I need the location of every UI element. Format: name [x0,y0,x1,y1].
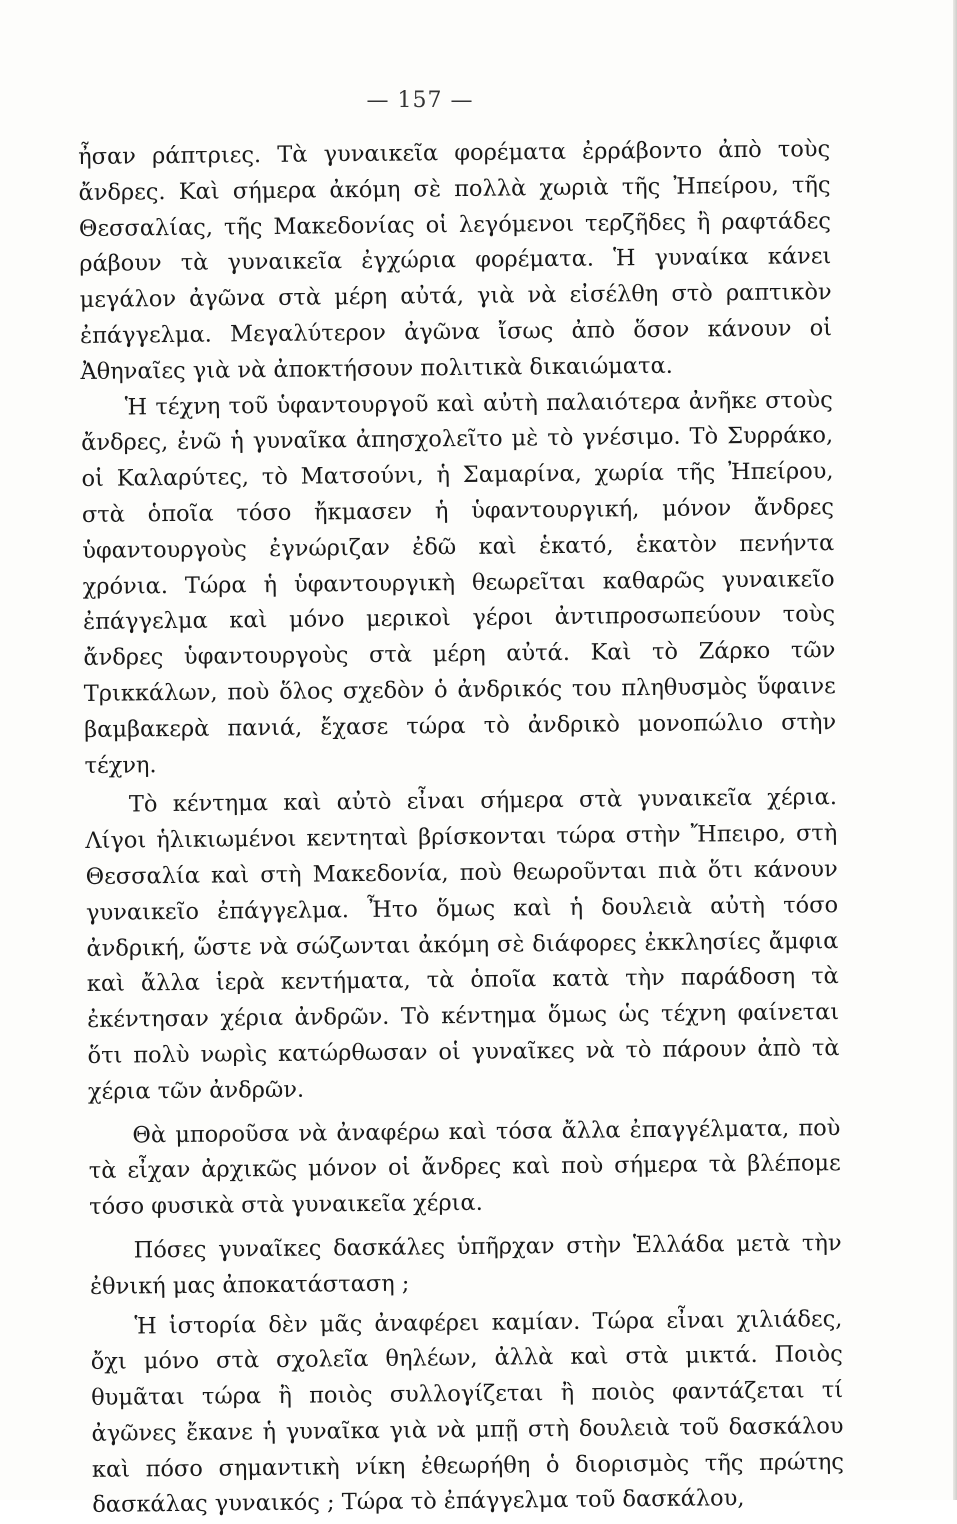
paragraph-2: Ἡ τέχνη τοῦ ὑφαντουργοῦ καὶ αὐτὴ παλαιότερα ἀνῆκε στοὺς ἄνδρες, ἐνῶ ἡ γυναῖκα ἀπησχολεῖτο μὲ τὸ γνέσιμο. Τὸ Συρράκο, οἱ Καλαρύτες, τὸ Ματσούνι, ἡ Σαμαρίνα, χωρία τῆς Ἠπείρου, στὰ ὁποῖα τόσο ἤκμασεν ἡ ὑφαντουργική, μόνον ἄνδρες ὑφαντουργοὺς ἐγνώριζαν ἐδῶ καὶ ἑκατό, ἑκατὸν πενήντα χρόνια. Τώρα ἡ ὑφαντουργικὴ θεωρεῖται καθαρῶς γυναικεῖο ἐπάγγελμα καὶ μόνο μερικοὶ γέροι ἀντιπροσωπεύουν τοὺς ἄνδρες ὑφαντουργοὺς στὰ μέρη αὐτά. Καὶ τὸ Ζάρκο τῶν Τρικκάλων, ποὺ ὅλος σχεδὸν ὁ ἀνδρικός του πληθυσμὸς ὕφαινε βαμβακερὰ πανιά, ἔχασε τώρα τὸ ἀνδρικὸ μονοπώλιο στὴν τέχνη. [81,386,837,779]
paragraph-3: Τὸ κέντημα καὶ αὐτὸ εἶναι σήμερα στὰ γυναικεῖα χέρια. Λίγοι ἡλικιωμένοι κεντηταὶ βρίσκονται τώρα στὴν Ἤπειρο, στὴ Θεσσαλία καὶ στὴ Μακεδονία, ποὺ θεωροῦνται πιὰ ὅτι κάνουν γυναικεῖο ἐπάγγελμα. Ἦτο ὅμως καὶ ἡ δουλειὰ αὐτὴ τόσο ἀνδρική, ὥστε νὰ σώζωνται ἀκόμη σὲ διάφορες ἐκκλησίες ἄμφια καὶ ἄλλα ἱερὰ κεντήματα, τὰ ὁποῖα κατὰ τὴν παράδοση τὰ ἐκέντησαν χέρια ἀνδρῶν. Τὸ κέντημα ὅμως ὡς τέχνη φαίνεται ὅτι πολὺ νωρὶς κατώρθωσαν οἱ γυναῖκες νὰ τὸ πάρουν ἀπὸ τὰ χέρια τῶν ἀνδρῶν. [85,784,840,1105]
body-text [78,132,844,1524]
page-number: — 157 — [366,88,474,113]
paragraph-6: Ἡ ἱστορία δὲν μᾶς ἀναφέρει καμίαν. Τώρα εἶναι χιλιάδες, ὄχι μόνο στὰ σχολεῖα θηλέων, ἀλλὰ καὶ στὰ μικτά. Ποιὸς θυμᾶται τώρα ἢ ποιὸς συλλογίζεται ἢ ποιὸς φαντάζεται τί ἀγῶνες ἔκανε ἡ γυναῖκα γιὰ νὰ μπῇ στὴ δουλειὰ τοῦ δασκάλου καὶ πόσο σημαντικὴ νίκη ἐθεωρήθη ὁ διορισμὸς τῆς πρώτης δασκάλας γυναικός ; Τώρα τὸ ἐπάγγελμα τοῦ δασκάλου, [90,1305,845,1519]
paragraph-1: ἦσαν ράπτριες. Τὰ γυναικεῖα φορέματα ἐρράβοντο ἀπὸ τοὺς ἄνδρες. Καὶ σήμερα ἀκόμη σὲ πολλὰ χωριὰ τῆς Ἠπείρου, τῆς Θεσσαλίας, τῆς Μακεδονίας οἱ λεγόμενοι τερζῆδες ἢ ραφτάδες ράβουν τὰ γυναικεῖα ἐγχώρια φορέματα. Ἡ γυναίκα κάνει μεγάλον ἀγῶνα στὰ μέρη αὐτά, γιὰ νὰ εἰσέλθη στὸ ραπτικὸν ἐπάγγελμα. Μεγαλύτερον ἀγῶνα ἴσως ἀπὸ ὅσον κάνουν οἱ Ἀθηναῖες γιὰ νὰ ἀποκτήσουν πολιτικὰ δικαιώματα. [78,136,833,385]
paragraph-5: Πόσες γυναῖκες δασκάλες ὑπῆρχαν στὴν Ἑλλάδα μετὰ τὴν ἐθνική μας ἀποκατάσταση ; [89,1229,842,1300]
paragraph-4: Θὰ μποροῦσα νὰ ἀναφέρω καὶ τόσα ἄλλα ἐπαγγέλματα, ποὺ τὰ εἶχαν ἀρχικῶς μόνον οἱ ἄνδρες καὶ ποὺ σήμερα τὰ βλέπομε τόσο φυσικὰ στὰ γυναικεῖα χέρια. [88,1114,841,1221]
scan-edge [953,0,957,1500]
